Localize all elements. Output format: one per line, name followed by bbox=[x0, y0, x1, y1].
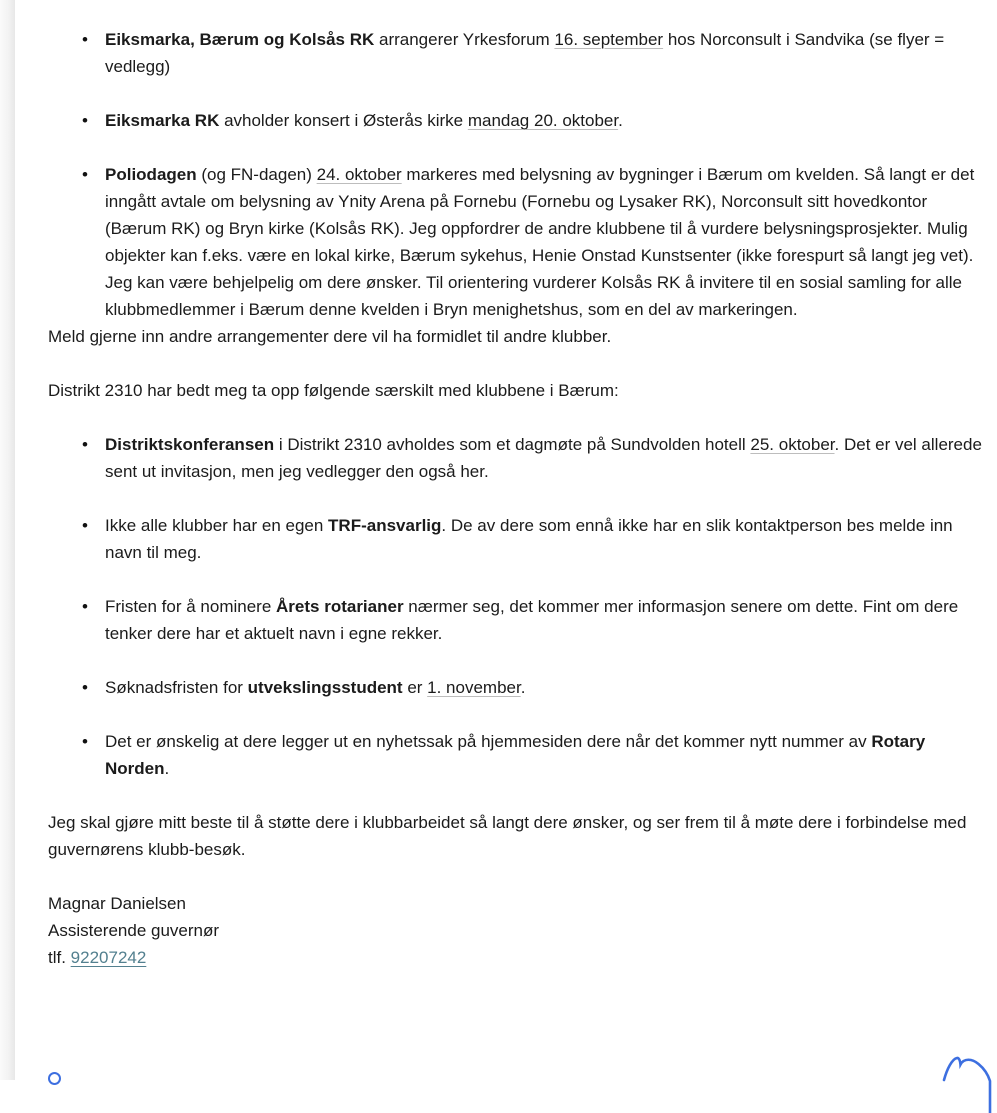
text-segment: tlf. bbox=[48, 948, 71, 967]
window-left-edge bbox=[0, 0, 15, 1080]
text-segment: markeres med belysning av bygninger i Bærum om kvelden. Så langt er det inngått avtale om belysning av Ynity Arena på Fornebu (Fornebu og Lysaker RK), Norconsult sitt hovedkontor (Bærum RK) og Bryn kirke (Kolsås RK). Jeg oppfordrer de andre klubbene til å vurdere belysningsprosjekter. Mulig objekter kan f.eks. være en lokal kirke, Bærum sykehus, Henie Onstad Kunstsenter (ikke forespurt så langt jeg vet). Jeg kan være behjelpelig om dere ønsker. Til orientering vurderer Kolsås RK å invitere til en sosial samling for alle klubbmedlemmer i Bærum denne kvelden i Bryn menighetshus, som en del av markeringen. bbox=[105, 165, 975, 319]
date-link[interactable]: 16. september bbox=[554, 30, 664, 49]
text-segment: TRF-ansvarlig bbox=[328, 516, 442, 535]
text-segment: Rotary Norden bbox=[105, 732, 926, 778]
text-segment: Distriktskonferansen bbox=[105, 435, 275, 454]
paragraph-meld-gjerne bbox=[48, 323, 987, 350]
list-item-yrkesforum bbox=[48, 26, 987, 80]
text-segment: Eiksmarka RK bbox=[105, 111, 220, 130]
signature-phone bbox=[48, 944, 987, 971]
text-segment: . bbox=[164, 759, 170, 778]
text-segment: Distrikt 2310 har bedt meg ta opp følgende særskilt med klubbene i Bærum: bbox=[48, 381, 619, 400]
text-segment: nærmer seg, det kommer mer informasjon senere om dette. Fint om dere tenker dere har et aktuelt navn i egne rekker. bbox=[105, 597, 959, 643]
footer-icons bbox=[15, 1053, 997, 1113]
text-segment: (og FN-dagen) bbox=[196, 165, 317, 184]
text-segment: Ikke alle klubber har en egen bbox=[105, 516, 329, 535]
text-segment: arrangerer Yrkesforum bbox=[374, 30, 555, 49]
text-segment: Assisterende guvernør bbox=[48, 921, 220, 940]
text-segment: Fristen for å nominere bbox=[105, 597, 277, 616]
email-body bbox=[15, 0, 997, 1080]
list-item-trf bbox=[48, 512, 987, 566]
text-segment: er bbox=[402, 678, 428, 697]
text-segment: Årets rotarianer bbox=[276, 597, 404, 616]
list-item-utvekslingsstudent bbox=[48, 674, 987, 701]
text-segment: Søknadsfristen for bbox=[105, 678, 248, 697]
date-link[interactable]: 25. oktober bbox=[750, 435, 835, 454]
date-link[interactable]: mandag 20. oktober bbox=[467, 111, 619, 130]
text-segment: . De av dere som ennå ikke har en slik kontaktperson bes melde inn navn til meg. bbox=[105, 516, 953, 562]
text-segment: Poliodagen bbox=[105, 165, 197, 184]
text-segment: . bbox=[520, 678, 526, 697]
paragraph-closing bbox=[48, 809, 987, 863]
text-segment: . Det er vel allerede sent ut invitasjon, men jeg vedlegger den også her. bbox=[105, 435, 982, 481]
list-item-poliodagen bbox=[48, 161, 987, 323]
text-segment: i Distrikt 2310 avholdes som et dagmøte på Sundvolden hotell bbox=[274, 435, 751, 454]
text-segment: Eiksmarka, Bærum og Kolsås RK bbox=[105, 30, 375, 49]
text-segment: Magnar Danielsen bbox=[48, 894, 186, 913]
text-segment: Det er ønskelig at dere legger ut en nyhetssak på hjemmesiden dere når det kommer nytt nummer av bbox=[105, 732, 872, 751]
paragraph-distrikt-intro bbox=[48, 377, 987, 404]
text-segment: . bbox=[618, 111, 623, 130]
signature-title bbox=[48, 917, 987, 944]
date-link[interactable]: 24. oktober bbox=[316, 165, 402, 184]
list-item-konsert bbox=[48, 107, 987, 134]
date-link[interactable]: 1. november bbox=[427, 678, 521, 697]
partial-circle-icon bbox=[48, 1072, 61, 1085]
list-item-arets-rotarianer bbox=[48, 593, 987, 647]
reply-arrow-icon[interactable] bbox=[942, 1053, 992, 1113]
text-segment: Jeg skal gjøre mitt beste til å støtte dere i klubbarbeidet så langt dere ønsker, og ser frem til å møte dere i forbindelse med guvernørens klubb-besøk. bbox=[48, 813, 967, 859]
text-segment: utvekslingsstudent bbox=[247, 678, 403, 697]
list-item-distriktskonferansen bbox=[48, 431, 987, 485]
list-item-rotary-norden bbox=[48, 728, 987, 782]
phone-link[interactable]: 92207242 bbox=[70, 948, 147, 967]
signature-name bbox=[48, 890, 987, 917]
text-segment: hos Norconsult i Sandvika (se flyer = vedlegg) bbox=[105, 30, 945, 76]
text-segment: avholder konsert i Østerås kirke bbox=[219, 111, 468, 130]
text-segment: Meld gjerne inn andre arrangementer dere vil ha formidlet til andre klubber. bbox=[48, 327, 612, 346]
